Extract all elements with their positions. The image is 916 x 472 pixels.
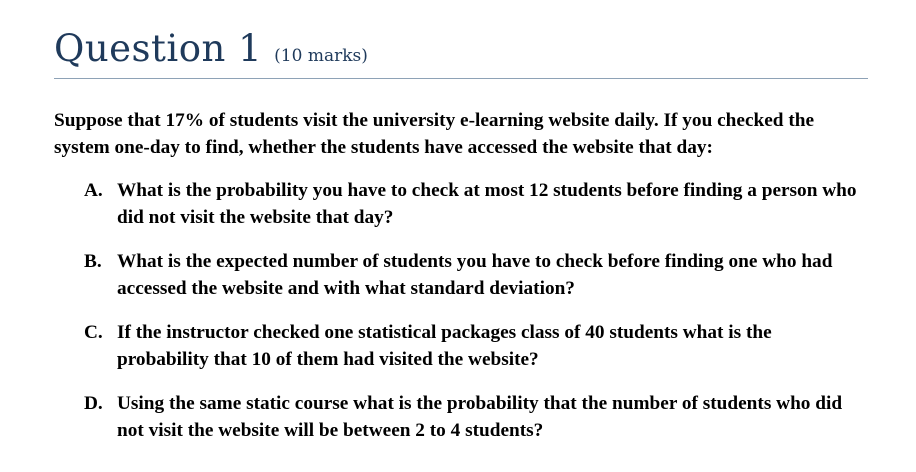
- sub-question-letter: C.: [84, 322, 103, 343]
- sub-question-text: What is the probability you have to check at most 12 students before finding a person who did not visit the website that day?: [117, 180, 857, 228]
- sub-question-b: [84, 248, 864, 302]
- sub-question-d: [84, 390, 864, 444]
- sub-question-list: [84, 177, 864, 461]
- sub-question-c: [84, 319, 864, 373]
- sub-question-letter: B.: [84, 251, 102, 272]
- question-heading: [54, 22, 868, 79]
- sub-question-text: If the instructor checked one statistical packages class of 40 students what is the probability that 10 of them had visited the website?: [117, 322, 772, 370]
- sub-question-text: What is the expected number of students you have to check before finding one who had accessed the website and with what standard deviation?: [117, 251, 833, 299]
- sub-question-letter: D.: [84, 393, 103, 414]
- sub-question-letter: A.: [84, 180, 103, 201]
- sub-question-text: Using the same static course what is the probability that the number of students who did not visit the website will be between 2 to 4 students?: [117, 393, 843, 441]
- sub-question-a: [84, 177, 864, 231]
- question-title: Question 1: [54, 27, 263, 70]
- question-marks: (10 marks): [274, 46, 368, 66]
- question-intro: Suppose that 17% of students visit the university e-learning website daily. If you checked the system one-day to find, whether the students have accessed the website that day:: [54, 110, 815, 158]
